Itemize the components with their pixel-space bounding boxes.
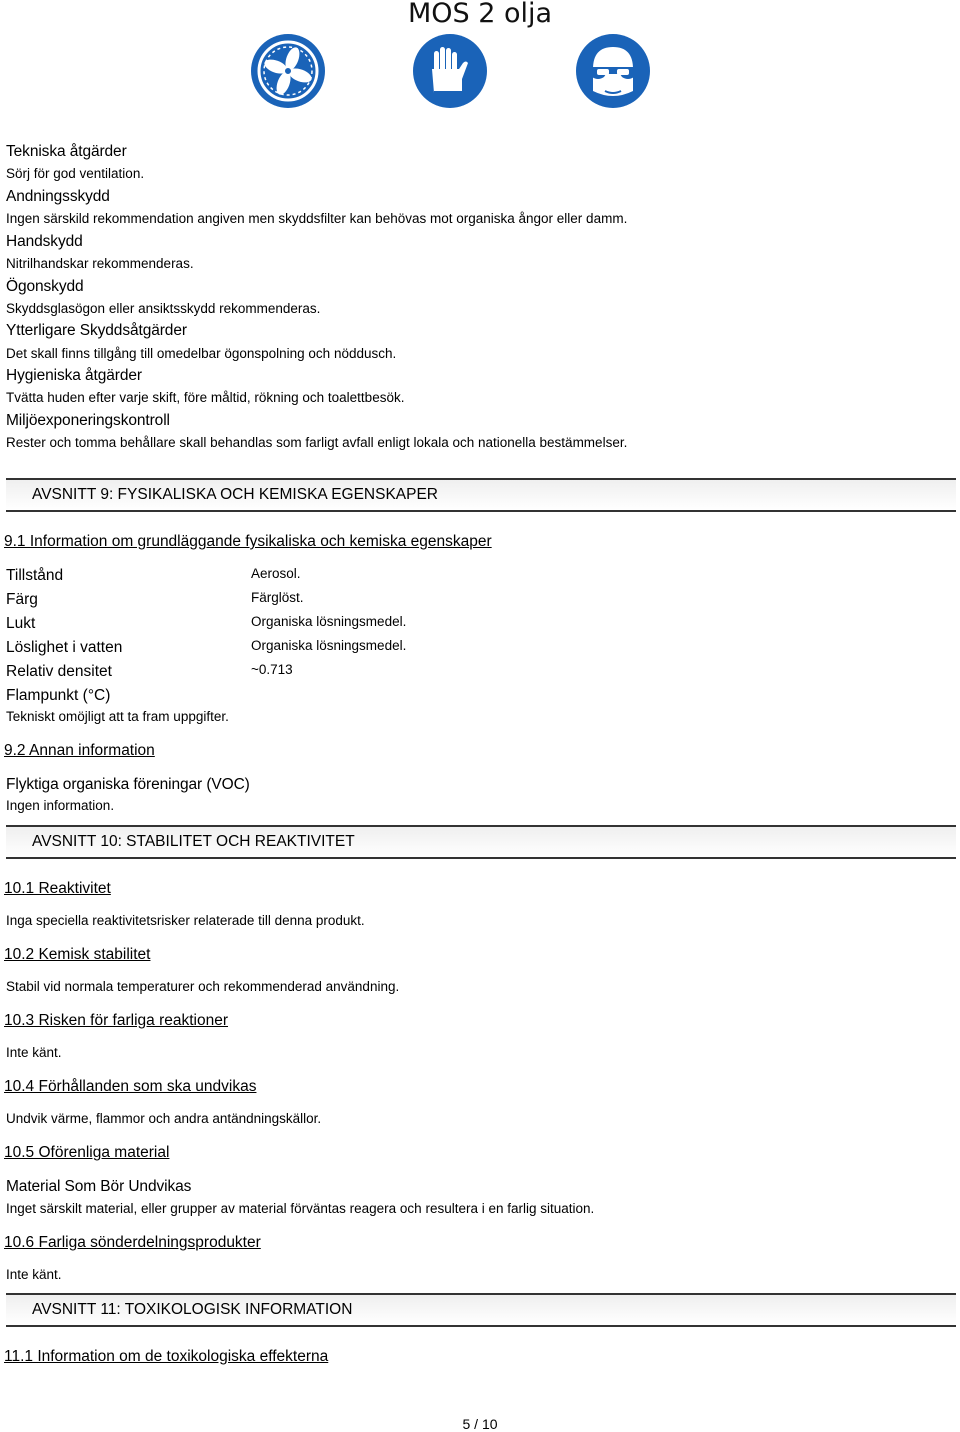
section-10-2-heading: 10.2 Kemisk stabilitet	[4, 946, 151, 963]
hygiene-heading: Hygieniska åtgärder	[6, 367, 142, 384]
flashpoint-note: Tekniskt omöjligt att ta fram uppgifter.	[6, 709, 229, 724]
section-9-title: AVSNITT 9: FYSIKALISKA OCH KEMISKA EGENSKAPER	[32, 486, 439, 503]
property-value: Färglöst.	[251, 590, 304, 605]
section-11-title: AVSNITT 11: TOXIKOLOGISK INFORMATION	[32, 1301, 353, 1318]
property-label: Tillstånd	[6, 567, 64, 584]
hand-protection-text: Nitrilhandskar rekommenderas.	[6, 256, 194, 271]
section-10-3-heading: 10.3 Risken för farliga reaktioner	[4, 1012, 229, 1029]
section-10-4-text: Undvik värme, flammor och andra antändningskällor.	[6, 1111, 322, 1126]
section-11-header	[6, 1293, 956, 1327]
hand-protection-heading: Handskydd	[6, 233, 83, 250]
section-9-2-heading: 9.2 Annan information	[4, 742, 155, 759]
technical-measures-heading: Tekniska åtgärder	[6, 143, 127, 160]
section-10-3-text: Inte känt.	[6, 1045, 62, 1060]
technical-measures-text: Sörj för god ventilation.	[6, 166, 145, 181]
safety-goggles-icon	[575, 33, 651, 109]
section-10-header	[6, 825, 956, 859]
section-10-5-heading: 10.5 Oförenliga material	[4, 1144, 170, 1161]
property-label: Lukt	[6, 615, 36, 632]
section-10-1-heading: 10.1 Reaktivitet	[4, 880, 111, 897]
eye-protection-heading: Ögonskydd	[6, 278, 84, 295]
environment-heading: Miljöexponeringskontroll	[6, 412, 170, 429]
property-value: Organiska lösningsmedel.	[251, 638, 407, 653]
protective-gloves-icon	[412, 33, 488, 109]
section-10-title: AVSNITT 10: STABILITET OCH REAKTIVITET	[32, 833, 355, 850]
additional-measures-heading: Ytterligare Skyddsåtgärder	[6, 322, 187, 339]
page-number: 5 / 10	[462, 1416, 498, 1432]
property-label: Färg	[6, 591, 38, 608]
eye-protection-text: Skyddsglasögon eller ansiktsskydd rekommenderas.	[6, 301, 321, 316]
hygiene-text: Tvätta huden efter varje skift, före måltid, rökning och toalettbesök.	[6, 390, 405, 405]
section-10-5-text: Inget särskilt material, eller grupper av material förväntas reagera och resultera i en farlig situation.	[6, 1201, 595, 1216]
property-value: Organiska lösningsmedel.	[251, 614, 407, 629]
property-label: Relativ densitet	[6, 663, 112, 680]
respiratory-heading: Andningsskydd	[6, 188, 110, 205]
respiratory-text: Ingen särskild rekommendation angiven men skyddsfilter kan behövas mot organiska ångor eller damm.	[6, 211, 628, 226]
voc-text: Ingen information.	[6, 798, 115, 813]
section-10-1-text: Inga speciella reaktivitetsrisker relaterade till denna produkt.	[6, 913, 365, 928]
section-10-2-text: Stabil vid normala temperaturer och rekommenderad användning.	[6, 979, 400, 994]
property-value: Aerosol.	[251, 566, 301, 581]
property-label: Löslighet i vatten	[6, 639, 123, 656]
environment-text: Rester och tomma behållare skall behandlas som farligt avfall enligt lokala och nationella bestämmelser.	[6, 435, 628, 450]
property-value: ~0.713	[251, 662, 293, 677]
section-9-header	[6, 478, 956, 512]
document-title: MOS 2 olja	[407, 0, 553, 29]
property-label: Flampunkt (°C)	[6, 687, 111, 704]
section-10-6-heading: 10.6 Farliga sönderdelningsprodukter	[4, 1234, 261, 1251]
ppe-pictograms	[250, 33, 670, 111]
ventilation-fan-icon	[250, 33, 326, 109]
additional-measures-text: Det skall finns tillgång till omedelbar ögonspolning och nöddusch.	[6, 346, 397, 361]
voc-heading: Flyktiga organiska föreningar (VOC)	[6, 776, 250, 793]
section-9-1-heading: 9.1 Information om grundläggande fysikaliska och kemiska egenskaper	[4, 533, 492, 550]
section-10-6-text: Inte känt.	[6, 1267, 62, 1282]
section-10-5-subheading: Material Som Bör Undvikas	[6, 1178, 192, 1195]
section-10-4-heading: 10.4 Förhållanden som ska undvikas	[4, 1078, 257, 1095]
section-11-1-heading: 11.1 Information om de toxikologiska effekterna	[4, 1348, 329, 1365]
